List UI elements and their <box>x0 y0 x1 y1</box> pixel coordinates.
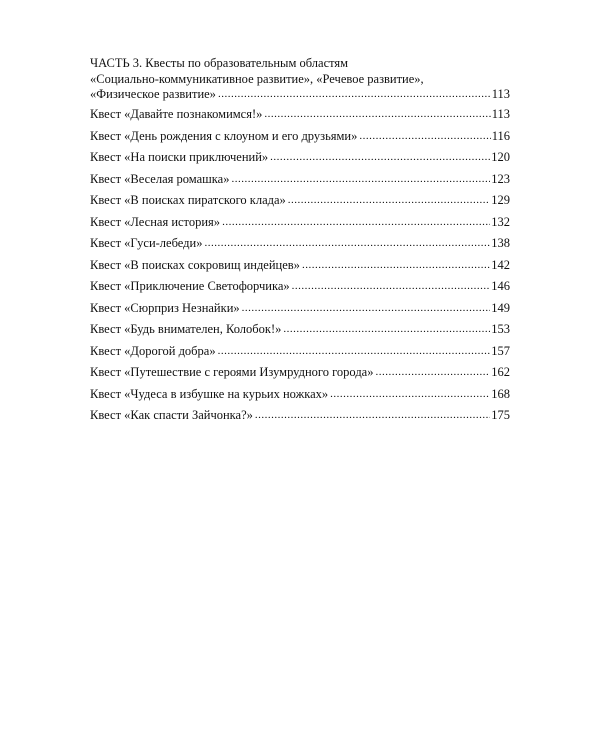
dot-leader <box>330 387 490 402</box>
part-heading-last-line <box>90 87 510 103</box>
dot-leader <box>231 172 490 187</box>
toc-entry-title: Квест «Приключение Светофорчика» <box>90 279 290 293</box>
toc-entry <box>90 258 510 280</box>
dot-leader <box>375 365 490 380</box>
dot-leader <box>204 236 490 251</box>
dot-leader <box>218 344 491 359</box>
part-heading-line: «Физическое развитие» <box>90 87 216 101</box>
page-number: 123 <box>491 171 510 186</box>
part-heading-line: «Социально-коммуникативное развитие», «Речевое развитие», <box>90 71 424 86</box>
toc-entry <box>90 279 510 301</box>
toc-entry-title: Квест «Давайте познакомимся!» <box>90 107 263 121</box>
toc-entry <box>90 150 510 172</box>
dot-leader <box>218 87 491 102</box>
dot-leader <box>242 301 491 316</box>
part-heading <box>90 56 510 87</box>
page-number: 132 <box>491 214 510 229</box>
toc-entry-title: Квест «Будь внимателен, Колобок!» <box>90 322 282 336</box>
table-of-contents <box>90 56 510 430</box>
page-number: 168 <box>491 386 510 401</box>
toc-entry-title: Квест «Сюрприз Незнайки» <box>90 300 240 315</box>
page-number: 138 <box>491 236 510 250</box>
toc-entry-title: Квест «На поиски приключений» <box>90 150 269 164</box>
toc-entry <box>90 129 510 151</box>
toc-entry-title: Квест «Гуси-лебеди» <box>90 236 203 250</box>
dot-leader <box>270 150 490 165</box>
dot-leader <box>255 408 490 423</box>
page-number: 113 <box>491 107 510 121</box>
page-number: 142 <box>491 257 510 272</box>
quest-list <box>90 107 510 430</box>
toc-entry-title: Квест «Как спасти Зайчонка?» <box>90 408 253 422</box>
toc-entry <box>90 365 510 387</box>
toc-entry <box>90 172 510 194</box>
toc-entry-title: Квест «Путешествие с героями Изумрудного города» <box>90 365 374 379</box>
part-heading-line: ЧАСТЬ 3. Квесты по образовательным областям <box>90 56 349 70</box>
toc-entry <box>90 107 510 129</box>
page-number: 116 <box>491 128 510 143</box>
dot-leader <box>292 279 491 294</box>
page-number: 129 <box>491 193 510 207</box>
page-number: 162 <box>491 365 510 379</box>
dot-leader <box>359 129 490 144</box>
toc-entry-title: Квест «Дорогой добра» <box>90 343 216 358</box>
page-number: 153 <box>491 322 510 336</box>
toc-entry-title: Квест «День рождения с клоуном и его друзьями» <box>90 128 358 143</box>
toc-entry <box>90 193 510 215</box>
page-number: 175 <box>491 408 510 422</box>
toc-entry <box>90 215 510 237</box>
toc-entry <box>90 387 510 409</box>
toc-entry-title: Квест «Чудеса в избушке на курьих ножках» <box>90 386 329 401</box>
dot-leader <box>288 193 490 208</box>
page-number: 157 <box>491 343 510 358</box>
dot-leader <box>222 215 490 230</box>
toc-entry <box>90 344 510 366</box>
dot-leader <box>264 107 490 122</box>
toc-entry-title: Квест «Лесная история» <box>90 214 221 229</box>
toc-entry <box>90 236 510 258</box>
toc-entry <box>90 408 510 430</box>
toc-entry <box>90 322 510 344</box>
toc-entry-title: Квест «В поисках сокровищ индейцев» <box>90 257 300 272</box>
page-number: 120 <box>491 150 510 164</box>
dot-leader <box>302 258 490 273</box>
page-number: 146 <box>491 279 510 293</box>
toc-entry-title: Квест «В поисках пиратского клада» <box>90 193 286 207</box>
page-number: 149 <box>491 300 510 315</box>
page-number: 113 <box>491 87 510 101</box>
dot-leader <box>283 322 490 337</box>
toc-entry-title: Квест «Веселая ромашка» <box>90 171 230 186</box>
toc-entry <box>90 301 510 323</box>
